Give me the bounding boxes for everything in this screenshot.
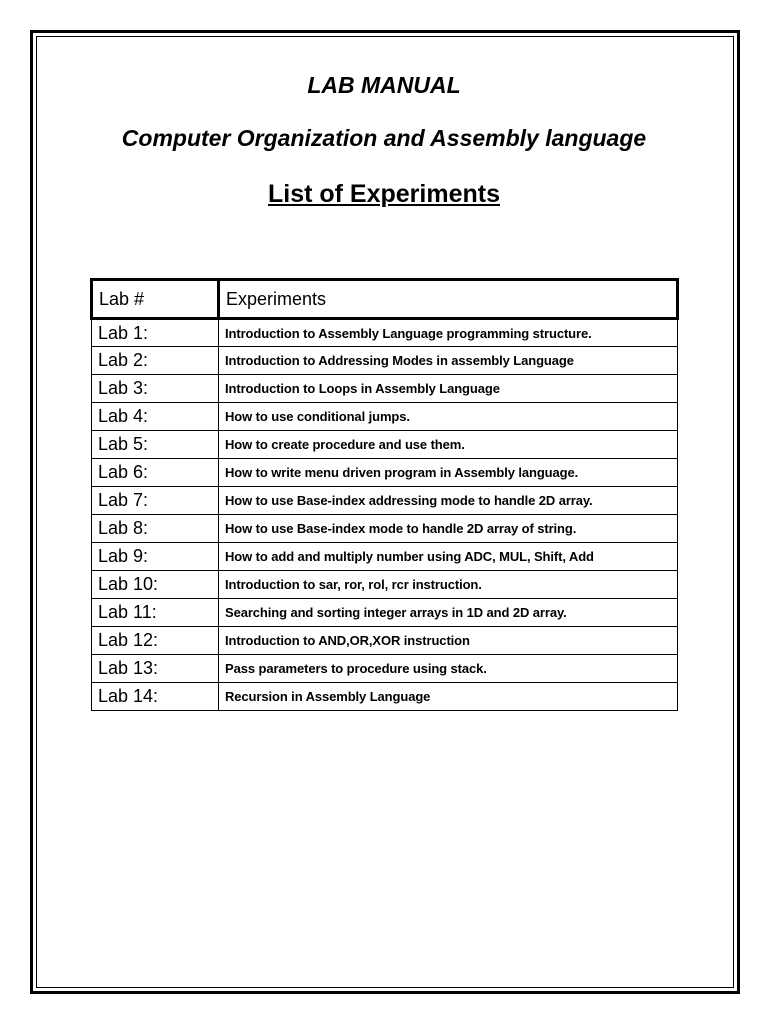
- table-row: [92, 459, 678, 487]
- manual-title: LAB MANUAL: [307, 72, 461, 98]
- table-header: [92, 280, 678, 319]
- lab-number-cell: Lab 14:: [92, 683, 219, 711]
- experiment-cell: How to create procedure and use them.: [219, 431, 678, 459]
- course-title: Computer Organization and Assembly language: [121, 125, 647, 151]
- experiment-cell: Recursion in Assembly Language: [219, 683, 678, 711]
- lab-number-cell: Lab 11:: [92, 599, 219, 627]
- lab-number-cell: Lab 8:: [92, 515, 219, 543]
- table-row: [92, 375, 678, 403]
- lab-number-cell: Lab 4:: [92, 403, 219, 431]
- table-row: [92, 571, 678, 599]
- experiment-cell: Introduction to AND,OR,XOR instruction: [219, 627, 678, 655]
- table-header-row: [92, 280, 678, 319]
- lab-number-cell: Lab 10:: [92, 571, 219, 599]
- list-title: List of Experiments: [268, 180, 500, 208]
- experiments-table: [90, 278, 679, 711]
- table-row: [92, 347, 678, 375]
- table-row: [92, 683, 678, 711]
- header-lab-number: Lab #: [92, 280, 219, 319]
- lab-number-cell: Lab 9:: [92, 543, 219, 571]
- experiment-cell: Pass parameters to procedure using stack.: [219, 655, 678, 683]
- table-row: [92, 627, 678, 655]
- experiment-cell: Introduction to Addressing Modes in assembly Language: [219, 347, 678, 375]
- lab-number-cell: Lab 6:: [92, 459, 219, 487]
- lab-number-cell: Lab 1:: [92, 319, 219, 347]
- experiment-cell: Introduction to Assembly Language programming structure.: [219, 319, 678, 347]
- experiment-cell: How to use Base-index mode to handle 2D array of string.: [219, 515, 678, 543]
- header-experiments: Experiments: [219, 280, 678, 319]
- experiment-cell: Introduction to sar, ror, rol, rcr instruction.: [219, 571, 678, 599]
- table-row: [92, 403, 678, 431]
- table-row: [92, 431, 678, 459]
- experiment-cell: How to write menu driven program in Assembly language.: [219, 459, 678, 487]
- experiment-cell: How to use conditional jumps.: [219, 403, 678, 431]
- experiment-cell: How to add and multiply number using ADC, MUL, Shift, Add: [219, 543, 678, 571]
- table-body: [92, 319, 678, 711]
- lab-number-cell: Lab 13:: [92, 655, 219, 683]
- lab-number-cell: Lab 3:: [92, 375, 219, 403]
- lab-number-cell: Lab 5:: [92, 431, 219, 459]
- table-row: [92, 599, 678, 627]
- table-row: [92, 655, 678, 683]
- table-row: [92, 543, 678, 571]
- experiment-cell: Searching and sorting integer arrays in 1D and 2D array.: [219, 599, 678, 627]
- lab-number-cell: Lab 2:: [92, 347, 219, 375]
- table-row: [92, 515, 678, 543]
- experiment-cell: How to use Base-index addressing mode to handle 2D array.: [219, 487, 678, 515]
- experiment-cell: Introduction to Loops in Assembly Language: [219, 375, 678, 403]
- table-row: [92, 487, 678, 515]
- table-row: [92, 319, 678, 347]
- lab-number-cell: Lab 7:: [92, 487, 219, 515]
- lab-number-cell: Lab 12:: [92, 627, 219, 655]
